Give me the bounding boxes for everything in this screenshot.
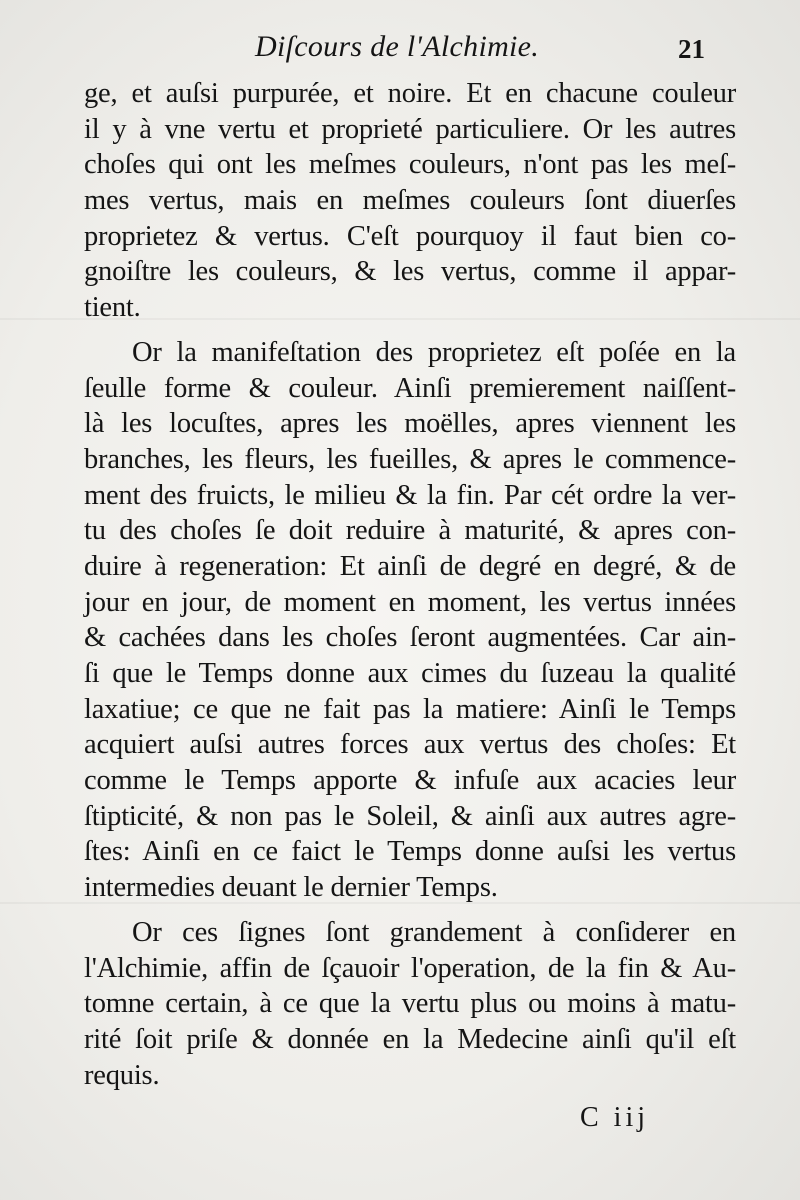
text-line: là les locuſtes, apres les moëlles, apres viennent les [84,408,736,440]
text-line: choſes qui ont les meſmes couleurs, n'ont pas les meſ- [84,149,736,181]
text-line: & cachées dans les choſes ſeront augmentées. Car ain- [84,622,736,654]
text-line: comme le Temps apporte & infuſe aux acacies leur [84,765,736,797]
text-line: tu des choſes ſe doit reduire à maturité, & apres con- [84,515,736,547]
body-text [84,76,736,1093]
text-line: proprietez & vertus. C'eſt pourquoy il faut bien co- [84,220,736,252]
text-line: ſtipticité, & non pas le Soleil, & ainſi aux autres agre- [84,800,736,832]
text-line: rité ſoit priſe & donnée en la Medecine ainſi qu'il eſt [84,1023,736,1055]
page-number: 21 [678,34,705,64]
text-line: duire à regeneration: Et ainſi de degré en degré, & de [84,550,736,582]
text-line: acquiert auſsi autres forces aux vertus des choſes: Et [84,729,736,761]
text-line: requis. [84,1059,160,1091]
text-line: intermedies deuant le dernier Temps. [84,872,498,904]
text-line: jour en jour, de moment en moment, les vertus innées [84,586,736,618]
text-line: il y à vne vertu et proprieté particuliere. Or les autres [84,113,736,145]
text-line: tient. [84,292,141,324]
text-line: mes vertus, mais en meſmes couleurs ſont diuerſes [84,185,736,217]
text-line: Or la manifeſtation des proprietez eſt poſée en la [132,336,736,368]
text-line: laxatiue; ce que ne fait pas la matiere: Ainſi le Temps [84,693,736,725]
paragraph-gap [84,326,736,335]
text-line: ſi que le Temps donne aux cimes du ſuzeau la qualité [84,658,736,689]
text-line: ge, et auſsi purpurée, et noire. Et en chacune couleur [84,78,736,109]
text-line: ſeulle forme & couleur. Ainſi premierement naiſſent- [84,372,736,404]
text-line: branches, les fleurs, les fueilles, & apres le commence- [84,443,736,475]
paragraph [84,335,736,906]
running-title: Diſcours de l'Alchimie. [255,30,540,63]
text-line: tomne certain, à ce que la vertu plus ou moins à matu- [84,988,736,1020]
paragraph [84,76,736,326]
signature-mark: C iij [580,1102,650,1133]
paragraph [84,915,736,1093]
text-line: gnoiſtre les couleurs, & les vertus, comme il appar- [84,256,736,288]
paragraph-gap [84,906,736,915]
text-line: l'Alchimie, affin de ſçauoir l'operation, de la fin & Au- [84,952,736,984]
text-line: ment des fruicts, le milieu & la fin. Par cét ordre la ver- [84,479,736,511]
page-header [0,30,800,70]
text-line: ſtes: Ainſi en ce faict le Temps donne auſsi les vertus [84,836,736,868]
text-line: Or ces ſignes ſont grandement à conſiderer en [132,916,736,948]
